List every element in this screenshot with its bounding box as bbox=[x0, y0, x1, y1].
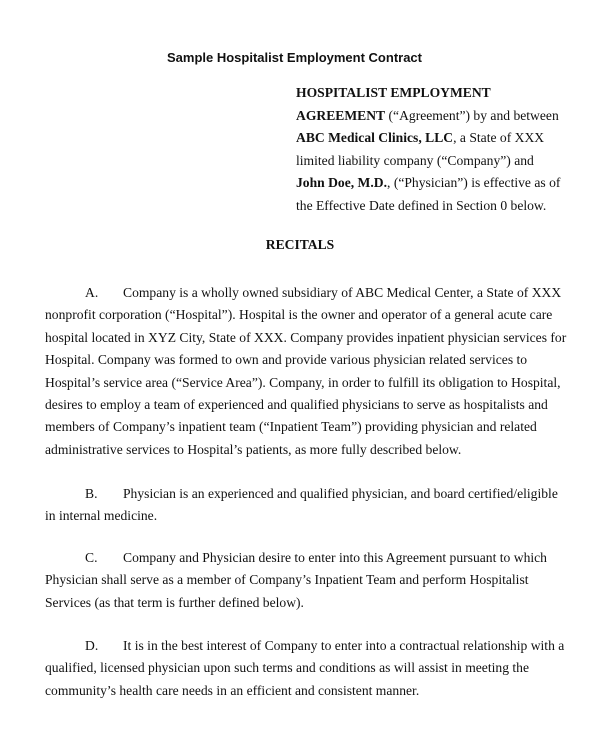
text: It is in the best interest of Company to enter into a contractual relationship with a bbox=[123, 638, 565, 653]
document-title: Sample Hospitalist Employment Contract bbox=[167, 50, 422, 65]
recital-c bbox=[45, 547, 575, 614]
text: in internal medicine. bbox=[45, 508, 158, 524]
text: administrative services to Hospital’s patients, as more fully described below. bbox=[45, 441, 462, 457]
recital-letter: B. bbox=[85, 486, 98, 501]
recital-b bbox=[45, 483, 575, 528]
text: Hospital’s service area (“Service Area”). Company, in order to fulfill its obligation to Hospital, bbox=[45, 374, 561, 390]
text: members of Company’s inpatient team (“Inpatient Team”) providing physician and related bbox=[45, 419, 537, 435]
text: hospital located in XYZ City, State of XXX. Company provides inpatient physician services for bbox=[45, 329, 567, 345]
text: Services (as that term is further defined below). bbox=[45, 594, 304, 610]
text: Physician shall serve as a member of Company’s Inpatient Team and perform Hospitalist bbox=[45, 572, 529, 588]
text: desires to employ a team of experienced and qualified physicians to serve as hospitalists and bbox=[45, 397, 548, 413]
text: Company and Physician desire to enter into this Agreement pursuant to which bbox=[123, 550, 547, 565]
recital-letter: C. bbox=[85, 550, 98, 565]
recital-letter: D. bbox=[85, 638, 99, 653]
text: community’s health care needs in an efficient and consistent manner. bbox=[45, 682, 420, 698]
text: , a State of XXX bbox=[453, 130, 545, 146]
text: Physician is an experienced and qualified physician, and board certified/eligible bbox=[123, 486, 558, 501]
recitals-heading: RECITALS bbox=[265, 237, 335, 252]
physician-name: John Doe, M.D. bbox=[296, 175, 388, 191]
text: qualified, licensed physician upon such terms and conditions as will assist in meeting the bbox=[45, 660, 529, 676]
text: the Effective Date defined in Section 0 below. bbox=[296, 197, 547, 213]
agreement-title: HOSPITALIST EMPLOYMENT bbox=[296, 85, 491, 100]
text: nonprofit corporation (“Hospital”). Hospital is the owner and operator of a general acute care bbox=[45, 307, 553, 323]
agreement-preamble bbox=[296, 82, 560, 218]
recital-d bbox=[45, 635, 575, 702]
text: (“Agreement”) by and between bbox=[385, 107, 559, 123]
text: Company is a wholly owned subsidiary of ABC Medical Center, a State of XXX bbox=[123, 285, 562, 300]
text: limited liability company (“Company”) and bbox=[296, 152, 534, 168]
agreement-title-cont: AGREEMENT bbox=[296, 107, 386, 123]
recital-letter: A. bbox=[85, 285, 99, 300]
text: Hospital. Company was formed to own and provide various physician related services to bbox=[45, 352, 528, 368]
text: , (“Physician”) is effective as of bbox=[387, 175, 561, 191]
recital-a bbox=[45, 282, 575, 461]
company-name: ABC Medical Clinics, LLC bbox=[296, 130, 454, 146]
